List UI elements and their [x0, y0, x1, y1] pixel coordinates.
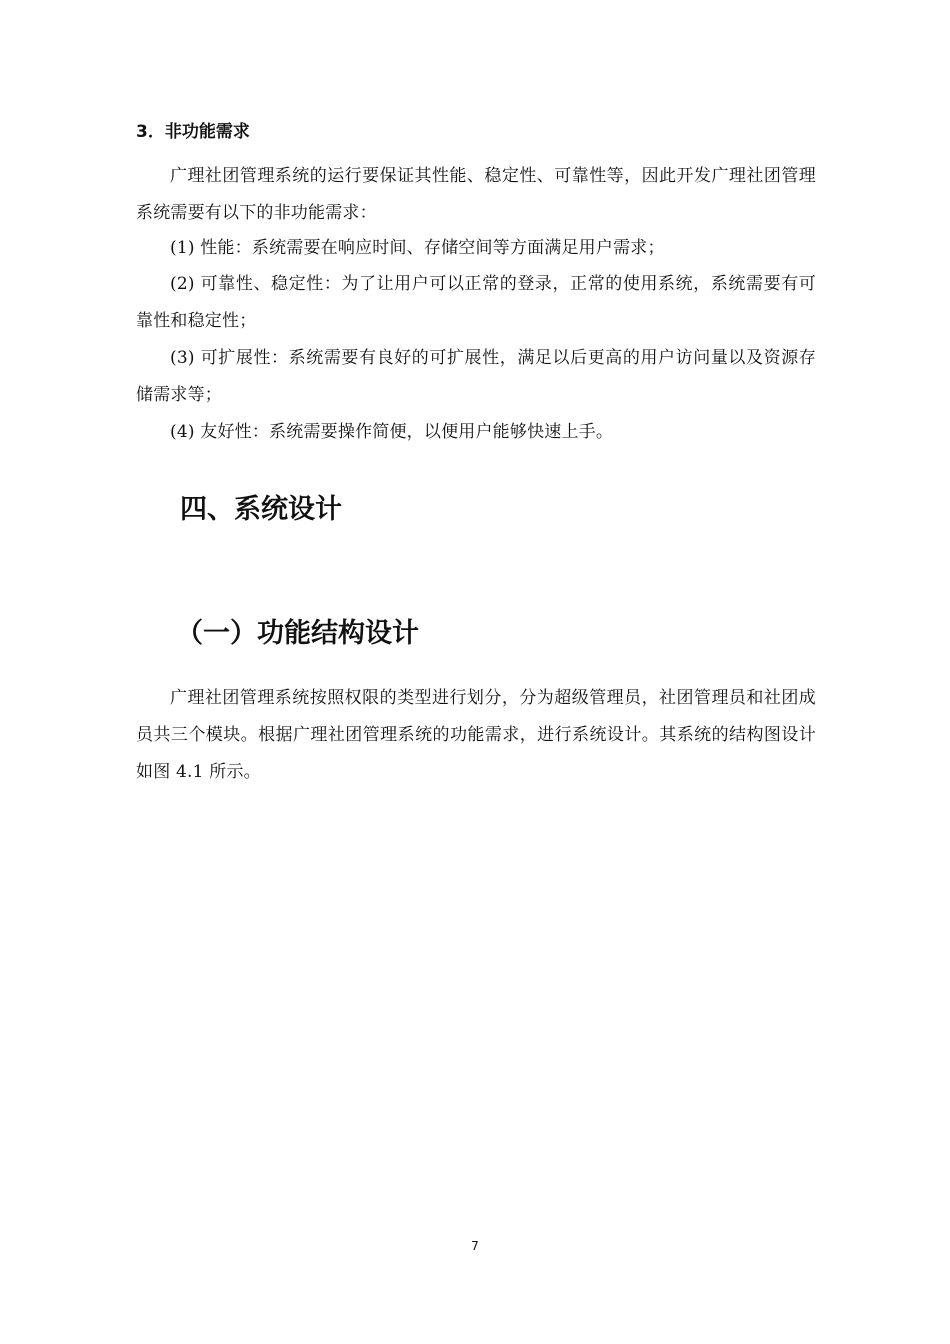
intro-paragraph: 广理社团管理系统的运行要保证其性能、稳定性、可靠性等，因此开发广理社团管理系统需要有以下的非功能需求：	[136, 166, 816, 223]
requirement-usability: (4) 友好性：系统需要操作简便，以便用户能够快速上手。	[170, 422, 614, 442]
requirement-scalability: (3) 可扩展性：系统需要有良好的可扩展性，满足以后更高的用户访问量以及资源存储需求等；	[136, 348, 816, 405]
requirement-reliability: (2) 可靠性、稳定性：为了让用户可以正常的登录，正常的使用系统，系统需要有可靠性和稳定性；	[136, 274, 816, 331]
page-number: 7	[471, 1239, 479, 1253]
section-heading: （一）功能结构设计	[176, 618, 419, 649]
subsection-heading: 3．非功能需求	[136, 122, 250, 142]
chapter-heading: 四、系统设计	[180, 494, 342, 525]
section-paragraph: 广理社团管理系统按照权限的类型进行划分，分为超级管理员，社团管理员和社团成员共三个模块。根据广理社团管理系统的功能需求，进行系统设计。其系统的结构图设计如图 4.1 所示。	[136, 688, 816, 782]
requirement-performance: (1) 性能：系统需要在响应时间、存储空间等方面满足用户需求；	[170, 238, 665, 258]
